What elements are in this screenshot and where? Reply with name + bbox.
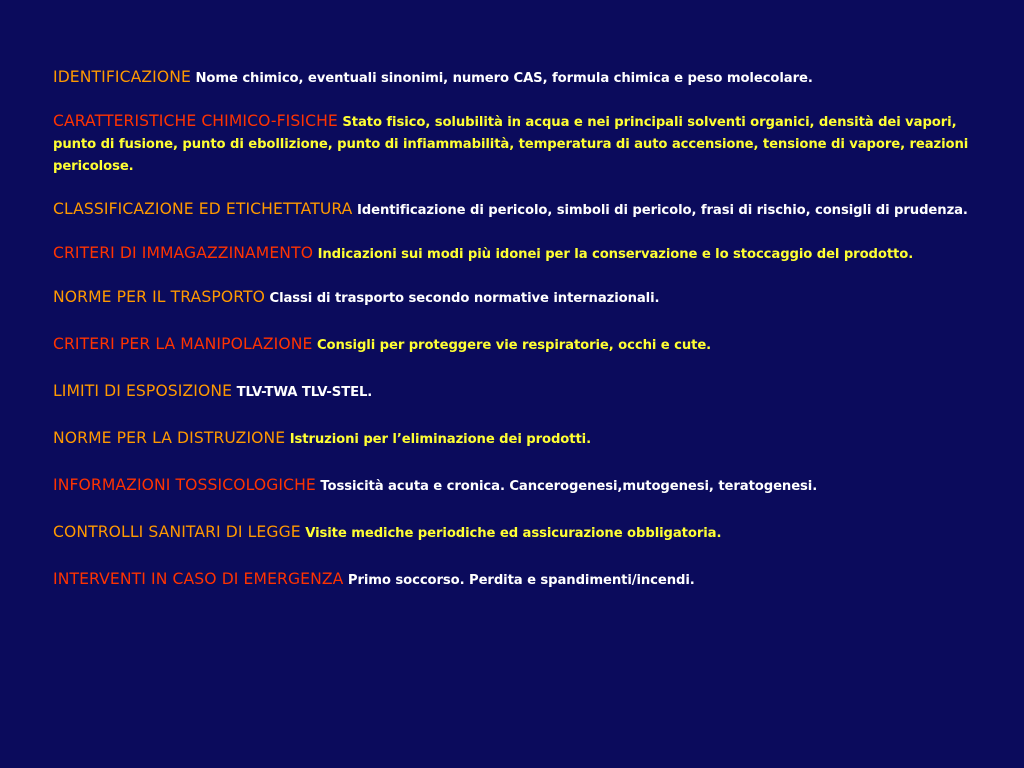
section-classificazione	[53, 198, 988, 222]
section-heading: IDENTIFICAZIONE	[53, 68, 191, 86]
section-heading: INTERVENTI IN CASO DI EMERGENZA	[53, 570, 344, 588]
section-description: Classi di trasporto secondo normative internazionali.	[269, 291, 660, 306]
section-tossicologiche	[53, 474, 988, 498]
section-heading: NORME PER LA DISTRUZIONE	[53, 429, 286, 447]
slide-content	[53, 66, 988, 615]
section-esposizione	[53, 380, 988, 404]
section-heading: CARATTERISTICHE CHIMICO-FISICHE	[53, 112, 338, 130]
section-controlli-sanitari	[53, 521, 988, 545]
section-heading: INFORMAZIONI TOSSICOLOGICHE	[53, 476, 316, 494]
section-caratteristiche	[53, 110, 988, 178]
section-description: Tossicità acuta e cronica. Cancerogenesi,mutogenesi, teratogenesi.	[320, 479, 818, 494]
section-distruzione	[53, 427, 988, 451]
section-trasporto	[53, 286, 988, 310]
section-immagazzinamento	[53, 242, 988, 266]
section-manipolazione	[53, 333, 988, 357]
section-description: Primo soccorso. Perdita e spandimenti/incendi.	[347, 573, 695, 588]
section-description: Stato fisico, solubilità in acqua e nei principali solventi organici, densità dei vapori, punto di fusione, punto di ebollizione, punto di infiammabilità, temperatura di auto accensione, tensione di vapore, reazioni pericolose.	[53, 115, 969, 174]
section-description: Visite mediche periodiche ed assicurazione obbligatoria.	[305, 526, 722, 541]
section-heading: CONTROLLI SANITARI DI LEGGE	[53, 523, 301, 541]
section-description: TLV-TWA TLV-STEL.	[236, 385, 373, 400]
section-heading: CRITERI PER LA MANIPOLAZIONE	[53, 335, 313, 353]
section-heading: NORME PER IL TRASPORTO	[53, 288, 265, 306]
section-heading: CRITERI DI IMMAGAZZINAMENTO	[53, 244, 314, 262]
section-description: Istruzioni per l’eliminazione dei prodotti.	[289, 432, 592, 447]
section-heading: LIMITI DI ESPOSIZIONE	[53, 382, 233, 400]
section-description: Indicazioni sui modi più idonei per la conservazione e lo stoccaggio del prodotto.	[317, 247, 914, 262]
section-description: Identificazione di pericolo, simboli di pericolo, frasi di rischio, consigli di prudenza.	[356, 203, 968, 218]
section-identificazione	[53, 66, 988, 90]
section-heading: CLASSIFICAZIONE ED ETICHETTATURA	[53, 200, 353, 218]
section-description: Consigli per proteggere vie respiratorie, occhi e cute.	[316, 338, 712, 353]
section-description: Nome chimico, eventuali sinonimi, numero CAS, formula chimica e peso molecolare.	[195, 71, 813, 86]
section-emergenza	[53, 568, 988, 592]
